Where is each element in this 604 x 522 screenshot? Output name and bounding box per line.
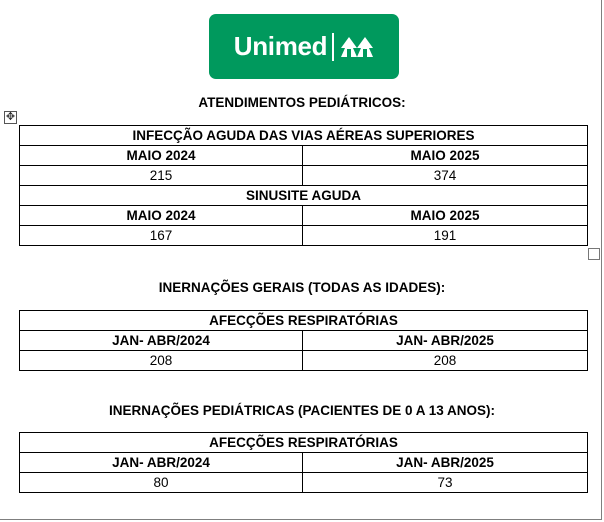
section-title-internacoes-pediatricas: INERNAÇÕES PEDIÁTRICAS (PACIENTES DE 0 A 13 ANOS):: [108, 403, 496, 418]
table-cell: 167: [20, 226, 303, 246]
table-row: [20, 146, 588, 166]
table-cell: 208: [20, 351, 303, 371]
table-row: [20, 473, 588, 493]
logo-divider: [332, 33, 334, 61]
column-header: MAIO 2024: [20, 206, 303, 226]
table-row: [20, 206, 588, 226]
column-header: JAN- ABR/2024: [20, 453, 303, 473]
group-title-afeccoes: AFECÇÕES RESPIRATÓRIAS: [20, 311, 588, 331]
table-row: [20, 433, 588, 453]
group-title-ivas: INFECÇÃO AGUDA DAS VIAS AÉREAS SUPERIORES: [20, 126, 588, 146]
table-cell: 215: [20, 166, 303, 186]
unimed-logo: [209, 14, 399, 79]
table-row: [20, 331, 588, 351]
table-row: [20, 126, 588, 146]
table-cell: 191: [303, 226, 588, 246]
table-move-handle[interactable]: [4, 111, 17, 124]
table-cell: 73: [303, 473, 588, 493]
section-title-internacoes-gerais: INERNAÇÕES GERAIS (TODAS AS IDADES):: [158, 280, 446, 295]
column-header: MAIO 2024: [20, 146, 303, 166]
section-title-atendimentos: ATENDIMENTOS PEDIÁTRICOS:: [198, 95, 406, 110]
table-internacoes-gerais: [19, 310, 588, 371]
table-row: [20, 166, 588, 186]
unimed-tree-icon: [340, 35, 374, 59]
logo-wordmark: Unimed: [233, 31, 328, 61]
column-header: MAIO 2025: [303, 206, 588, 226]
table-cell: 374: [303, 166, 588, 186]
column-header: JAN- ABR/2024: [20, 331, 303, 351]
table-cell: 208: [303, 351, 588, 371]
table-row: [20, 226, 588, 246]
column-header: JAN- ABR/2025: [303, 331, 588, 351]
group-title-sinusite: SINUSITE AGUDA: [20, 186, 588, 206]
column-header: MAIO 2025: [303, 146, 588, 166]
table-row: [20, 351, 588, 371]
table-atendimentos: [19, 125, 588, 246]
table-cell: 80: [20, 473, 303, 493]
table-row: [20, 453, 588, 473]
group-title-afeccoes: AFECÇÕES RESPIRATÓRIAS: [20, 433, 588, 453]
column-header: JAN- ABR/2025: [303, 453, 588, 473]
table-row: [20, 311, 588, 331]
resize-handle-icon[interactable]: [588, 248, 600, 260]
move-arrows-icon: ✥: [5, 111, 16, 123]
table-internacoes-pediatricas: [19, 432, 588, 493]
table-row: [20, 186, 588, 206]
